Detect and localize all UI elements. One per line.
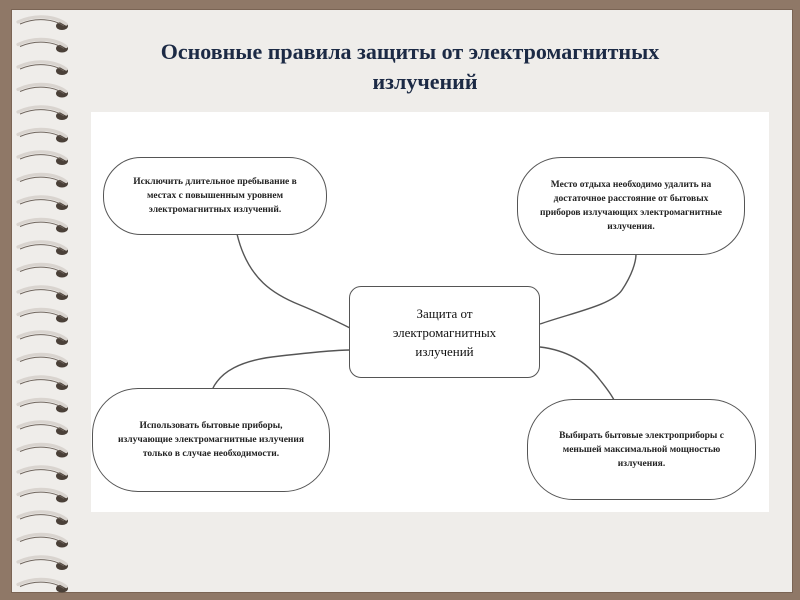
spiral-ring (18, 309, 68, 322)
spiral-ring (18, 129, 68, 142)
node-use-only-when-needed-text: Использовать бытовые приборы, излучающие электромагнитные излучения только в случае необходимости. (117, 421, 304, 459)
spiral-ring (18, 467, 68, 480)
spiral-ring (18, 377, 68, 390)
spiral-ring (18, 534, 68, 547)
spiral-ring (18, 557, 68, 570)
node-avoid-long-stay-text: Исключить длительное пребывание в местах с повышенным уровнем электромагнитных излучений. (133, 177, 297, 215)
spiral-ring (18, 422, 68, 435)
node-center-protection-text: Защита от электромагнитных излучений (392, 305, 497, 359)
spiral-ring (18, 399, 68, 412)
spiral-ring (18, 62, 68, 75)
spiral-ring (18, 197, 68, 210)
spiral-ring (18, 332, 68, 345)
title-line-1: Основные правила защиты от электромагнитных (160, 39, 660, 64)
spiral-ring (18, 174, 68, 187)
node-choose-low-power-text: Выбирать бытовые электроприборы с меньшей максимальной мощностью излучения. (559, 430, 724, 469)
spiral-ring (18, 219, 68, 232)
slide-title (70, 37, 760, 97)
spiral-ring (18, 17, 68, 30)
spiral-ring (18, 444, 68, 457)
node-avoid-long-stay (103, 157, 327, 235)
spiral-ring (18, 242, 68, 255)
spiral-ring (18, 107, 68, 120)
spiral-ring (18, 84, 68, 97)
node-use-only-when-needed (92, 388, 330, 492)
node-rest-place-distance (517, 157, 745, 255)
node-center-protection (349, 286, 540, 378)
spiral-ring (18, 579, 68, 592)
title-line-2: излучений (372, 69, 478, 94)
spiral-ring (18, 287, 68, 300)
spiral-ring (18, 489, 68, 502)
spiral-ring (18, 264, 68, 277)
spiral-ring (18, 512, 68, 525)
spiral-ring (18, 354, 68, 367)
node-choose-low-power (527, 399, 756, 500)
spiral-ring (18, 152, 68, 165)
node-rest-place-distance-text: Место отдыха необходимо удалить на достаточное расстояние от бытовых приборов излучающих электромагнитные излучения. (539, 180, 723, 232)
spiral-ring (18, 39, 68, 52)
